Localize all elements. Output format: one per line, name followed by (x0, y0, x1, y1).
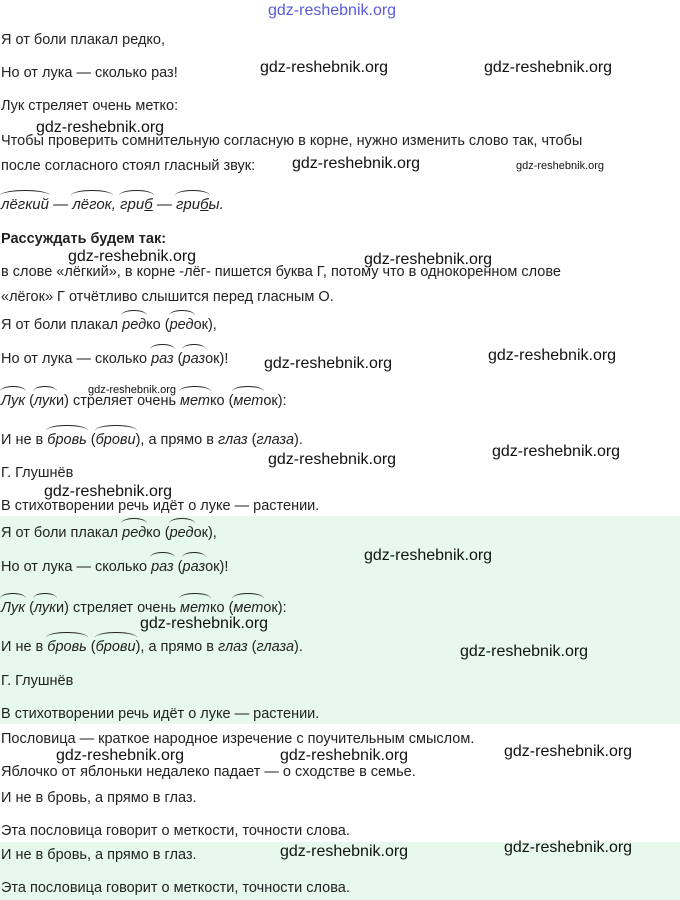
analysis-line-2: Но от лука — сколько раз (разок)! (1, 351, 229, 367)
highlight-block-1 (0, 516, 680, 724)
poem-line-3: Лук стреляет очень метко: (1, 98, 179, 114)
reason-title: Рассуждать будем так: (1, 231, 167, 247)
analysis-line-4: И не в бровь (брови), а прямо в глаз (глаза). (1, 432, 303, 448)
analysis2-line-1: Я от боли плакал редко (редок), (1, 525, 217, 541)
watermark: gdz-reshebnik.org (516, 160, 605, 172)
analysis-line-3: Лук (луки) стреляет очень метко (меток): (1, 393, 287, 409)
watermark: gdz-reshebnik.org (484, 59, 613, 76)
watermark: gdz-reshebnik.org (364, 251, 493, 268)
proverb-meaning-2: Эта пословица говорит о меткости, точности слова. (1, 880, 350, 896)
rule-line-1: Чтобы проверить сомнительную согласную в корне, нужно изменить слово так, чтобы (1, 133, 583, 149)
watermark: gdz-reshebnik.org (280, 843, 409, 860)
analysis2-line-2: Но от лука — сколько раз (разок)! (1, 559, 229, 575)
watermark: gdz-reshebnik.org (460, 643, 589, 660)
proverb-text-1: И не в бровь, а прямо в глаз. (1, 790, 197, 806)
topic-1: В стихотворении речь идёт о луке — растении. (1, 498, 320, 514)
watermark: gdz-reshebnik.org (504, 839, 633, 856)
watermark: gdz-reshebnik.org (504, 743, 633, 760)
watermark: gdz-reshebnik.org (44, 483, 173, 500)
reason-line-1: в слове «лёгкий», в корне -лёг- пишется буква Г, потому что в однокоренном слове (1, 264, 561, 280)
watermark: gdz-reshebnik.org (140, 615, 269, 632)
watermark: gdz-reshebnik.org (292, 155, 421, 172)
topic-2: В стихотворении речь идёт о луке — растении. (1, 706, 320, 722)
root-mark: гриб (176, 196, 209, 213)
examples-line: лёгкий — лёгок, гриб — грибы. (1, 196, 224, 213)
poem-line-2: Но от лука — сколько раз! (1, 65, 178, 81)
watermark: gdz-reshebnik.org (364, 547, 493, 564)
analysis2-line-3: Лук (луки) стреляет очень метко (меток): (1, 600, 287, 616)
rule-line-2: после согласного стоял гласный звук: (1, 158, 256, 174)
watermark: gdz-reshebnik.org (56, 747, 185, 764)
analysis2-line-4: И не в бровь (брови), а прямо в глаз (глаза). (1, 639, 303, 655)
watermark: gdz-reshebnik.org (264, 355, 393, 372)
poem-line-1: Я от боли плакал редко, (1, 32, 166, 48)
watermark: gdz-reshebnik.org (492, 443, 621, 460)
reason-line-2: «лёгок» Г отчётливо слышится перед гласным О. (1, 289, 334, 305)
root-mark: лёгок (72, 196, 112, 213)
watermark: gdz-reshebnik.org (88, 384, 177, 396)
watermark: gdz-reshebnik.org (36, 119, 165, 136)
watermark: gdz-reshebnik.org (268, 2, 397, 19)
proverb-definition: Пословица — краткое народное изречение с поучительным смыслом. (1, 731, 475, 747)
watermark: gdz-reshebnik.org (488, 347, 617, 364)
root-mark: гриб (120, 196, 153, 213)
watermark: gdz-reshebnik.org (68, 248, 197, 265)
watermark: gdz-reshebnik.org (268, 451, 397, 468)
author-1: Г. Глушнёв (1, 465, 74, 481)
author-2: Г. Глушнёв (1, 673, 74, 689)
watermark: gdz-reshebnik.org (280, 747, 409, 764)
watermark: gdz-reshebnik.org (260, 59, 389, 76)
analysis-line-1: Я от боли плакал редко (редок), (1, 317, 217, 333)
proverb-text-2: И не в бровь, а прямо в глаз. (1, 847, 197, 863)
proverb-example: Яблочко от яблоньки недалеко падает — о сходстве в семье. (1, 764, 416, 780)
root-mark: лёгкий (1, 196, 49, 213)
proverb-meaning-1: Эта пословица говорит о меткости, точности слова. (1, 823, 350, 839)
